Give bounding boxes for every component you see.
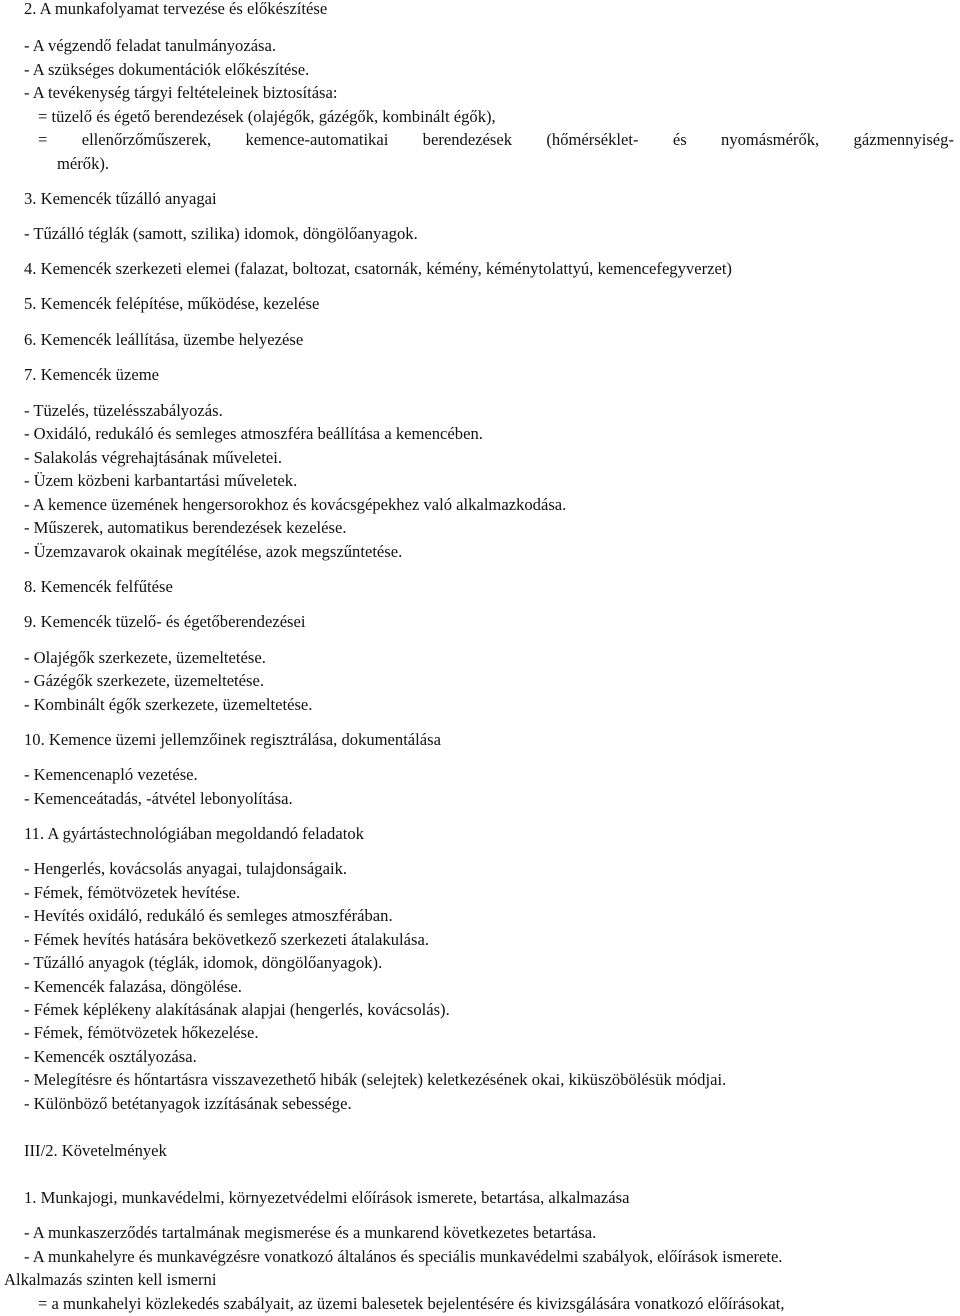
list-item: - Fémek hevítés hatására bekövetkező szerkezeti átalakulása.	[24, 930, 429, 949]
list-item: - Tűzálló anyagok (téglák, idomok, döngölőanyagok).	[24, 953, 383, 972]
list-item: - A kemence üzemének hengersorokhoz és kovácsgépekhez való alkalmazkodása.	[24, 495, 567, 514]
list-item: - Gázégők szerkezete, üzemeltetése.	[24, 671, 265, 690]
list-item: - Kemencenapló vezetése.	[24, 765, 198, 784]
sub-list-item: = tüzelő és égető berendezések (olajégők, gázégők, kombinált égők),	[38, 107, 496, 126]
list-item: - Kombinált égők szerkezete, üzemeltetése.	[24, 695, 313, 714]
section-heading-11: 11. A gyártástechnológiában megoldandó feladatok	[24, 824, 364, 843]
sub-list-item: = ellenőrzőműszerek, kemence-automatikai berendezések (hőmérséklet- és nyomásmérők, gázmennyiség-	[38, 130, 954, 149]
list-item: - Különböző betétanyagok izzításának sebessége.	[24, 1094, 352, 1113]
section-heading-4: 4. Kemencék szerkezeti elemei (falazat, boltozat, csatornák, kémény, kéménytolattyú, kemencefegyverzet)	[24, 259, 732, 278]
section-heading-2: 2. A munkafolyamat tervezése és előkészítése	[24, 0, 328, 18]
paragraph-label: Alkalmazás szinten kell ismerni	[4, 1270, 217, 1289]
section-heading-10: 10. Kemence üzemi jellemzőinek regisztrálása, dokumentálása	[24, 730, 441, 749]
section-heading-1: 1. Munkajogi, munkavédelmi, környezetvédelmi előírások ismerete, betartása, alkalmazása	[24, 1188, 630, 1207]
list-item: - Kemencék falazása, döngölése.	[24, 977, 242, 996]
section-heading-8: 8. Kemencék felfűtése	[24, 577, 173, 596]
list-item: - Kemenceátadás, -átvétel lebonyolítása.	[24, 789, 293, 808]
list-item: - Műszerek, automatikus berendezések kezelése.	[24, 518, 347, 537]
section-heading-9: 9. Kemencék tüzelő- és égetőberendezései	[24, 612, 306, 631]
section-heading-7: 7. Kemencék üzeme	[24, 365, 159, 384]
list-item: - Tüzelés, tüzelésszabályozás.	[24, 401, 223, 420]
list-item: - A tevékenység tárgyi feltételeinek biztosítása:	[24, 83, 338, 102]
list-item: - A végzendő feladat tanulmányozása.	[24, 36, 277, 55]
list-item: - Hengerlés, kovácsolás anyagai, tulajdonságaik.	[24, 859, 348, 878]
list-item: - Fémek, fémötvözetek hevítése.	[24, 883, 241, 902]
sub-list-item-continuation: mérők).	[57, 154, 110, 173]
list-item: - A szükséges dokumentációk előkészítése.	[24, 60, 310, 79]
list-item: - A munkahelyre és munkavégzésre vonatkozó általános és speciális munkavédelmi szabályok, előírások ismerete.	[24, 1247, 783, 1266]
list-item: - Kemencék osztályozása.	[24, 1047, 197, 1066]
list-item: - Melegítésre és hőntartásra visszavezethető hibák (selejtek) keletkezésének okai, kiküszöbölésük módjai.	[24, 1070, 727, 1089]
list-item: - Üzem közbeni karbantartási műveletek.	[24, 471, 298, 490]
list-item: - Fémek, fémötvözetek hőkezelése.	[24, 1023, 259, 1042]
list-item: - Tűzálló téglák (samott, szilika) idomok, döngölőanyagok.	[24, 224, 418, 243]
section-heading-6: 6. Kemencék leállítása, üzembe helyezése	[24, 330, 304, 349]
list-item: - Salakolás végrehajtásának műveletei.	[24, 448, 283, 467]
section-heading-5: 5. Kemencék felépítése, működése, kezelése	[24, 294, 320, 313]
sub-list-item: = a munkahelyi közlekedés szabályait, az üzemi balesetek bejelentésére és kivizsgálására vonatkozó előírásokat,	[38, 1294, 785, 1313]
list-item: - Hevítés oxidáló, redukáló és semleges atmoszférában.	[24, 906, 393, 925]
list-item: - Oxidáló, redukáló és semleges atmoszféra beállítása a kemencében.	[24, 424, 483, 443]
chapter-heading: III/2. Követelmények	[24, 1141, 167, 1160]
section-heading-3: 3. Kemencék tűzálló anyagai	[24, 189, 217, 208]
list-item: - Olajégők szerkezete, üzemeltetése.	[24, 648, 266, 667]
list-item: - A munkaszerződés tartalmának megismerése és a munkarend következetes betartása.	[24, 1223, 597, 1242]
list-item: - Fémek képlékeny alakításának alapjai (hengerlés, kovácsolás).	[24, 1000, 450, 1019]
list-item: - Üzemzavarok okainak megítélése, azok megszűntetése.	[24, 542, 403, 561]
